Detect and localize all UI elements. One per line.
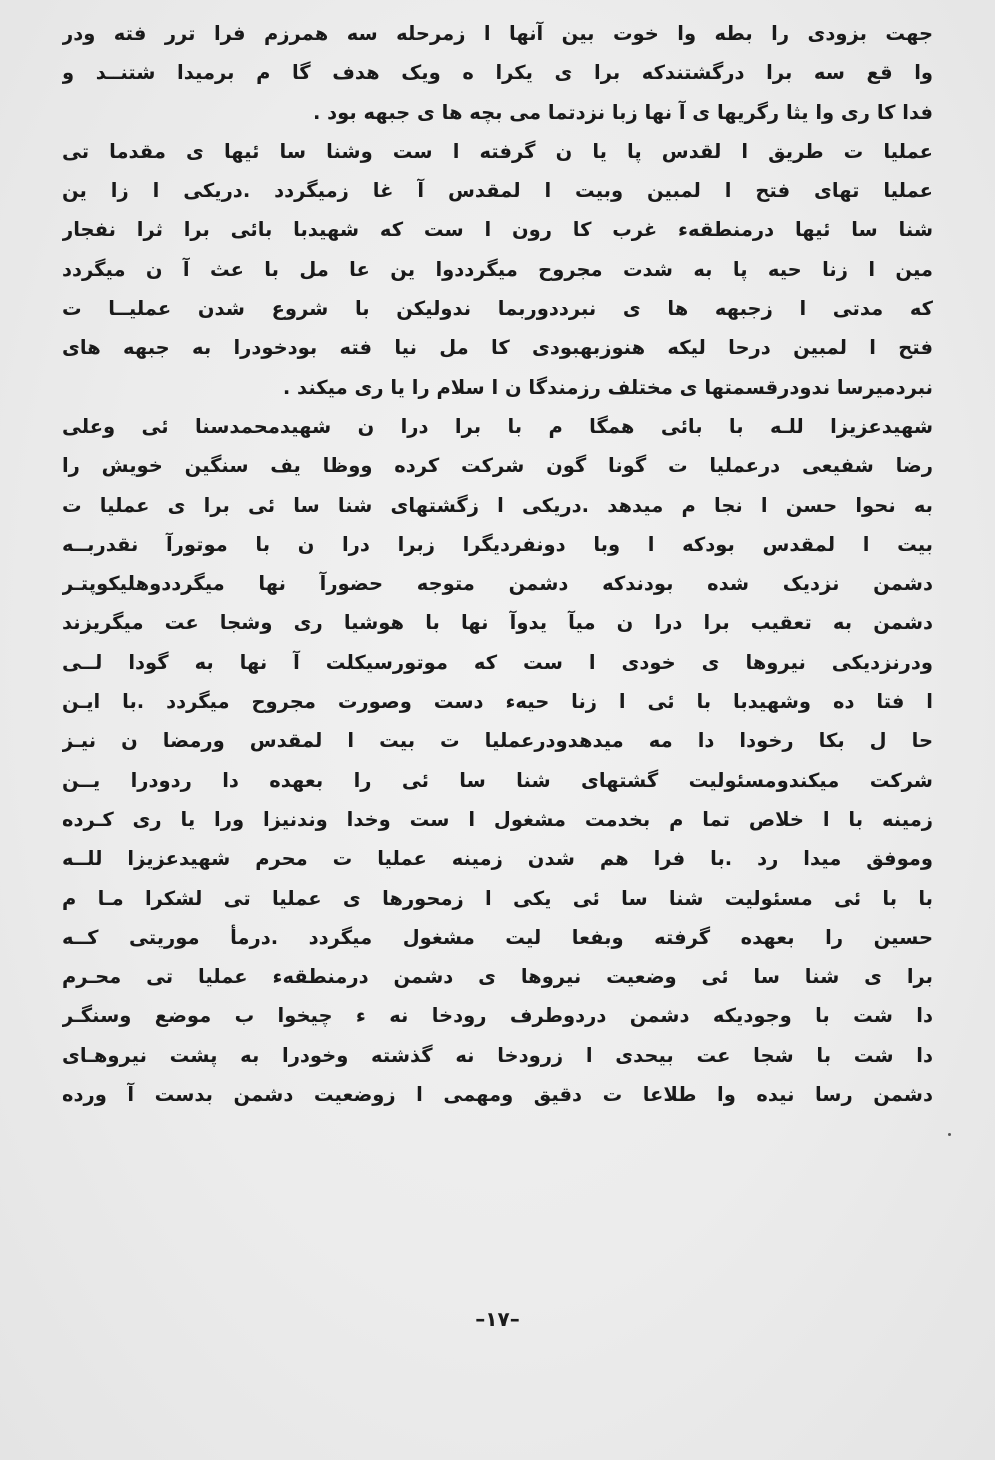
text-line: شنا سا ئیها درمنطقهء غرب کا رون ا ست که شهیدبا بائی برا ثرا نفجار (62, 218, 933, 242)
text-line: دشمن رسا نیده وا طلاعا ت دقیق ومهمی ا زوضعیت دشمن بدست آ ورده (62, 1083, 933, 1107)
text-line: نبردمیرسا ندودرقسمتها ی مختلف رزمندگا ن ا سلام را یا ری میکند . (282, 375, 933, 399)
text-line: رضا شفیعی درعملیا ت گونا گون شرکت کرده ووظا یف سنگین خویش را (62, 454, 933, 478)
text-line: دا شت با وجودیکه دشمن دردوطرف رودخا نه ء چیخوا ب موضع وسنگـر (62, 1004, 933, 1028)
text-line: حا ل بکا رخودا دا مه میدهدودرعملیا ت بیت ا لمقدس ورمضا ن نیـز (62, 729, 933, 753)
body-text (62, 14, 933, 1114)
text-line: برا ی شنا سا ئی وضعیت نیروها ی دشمن درمنطقهء عملیا تی محـرم (62, 965, 933, 989)
text-line: بیت ا لمقدس بودکه ا وبا دونفردیگرا زبرا درا ن با موتورآ نقدربــه (62, 532, 933, 556)
text-line: دشمن نزدیک شده بودندکه دشمن متوجه حضورآ نها میگرددوهلیکوپتـر (62, 572, 933, 596)
text-line: ا فتا ده وشهیدبا با ئی ا زنا حیهء دست وصورت مجروح میگردد .با ایـن (62, 690, 933, 714)
scan-speck (948, 1133, 951, 1136)
text-line: دشمن به تعقیب برا درا ن میآ یدوآ نها با هوشیا ری وشجا عت میگریزند (62, 611, 933, 635)
text-line: فتح ا لمبین درحا لیکه هنوزبهبودی کا مل نیا فته بودخودرا به جبهه های (62, 336, 933, 360)
text-line: وا قع سه برا درگشتندکه برا ی یکرا ه ویک هدف گا م برمیدا شتنــد و (62, 61, 933, 85)
page-number: –١٧– (475, 1307, 520, 1331)
text-line: با با ئی مسئولیت شنا سا ئی یکی ا زمحورها ی عملیا تی لشکرا مـا م (62, 886, 933, 910)
text-line: زمینه با ا خلاص تما م بخدمت مشغول ا ست وخدا وندنیزا ورا یا ری کـرده (62, 807, 933, 831)
text-line: شهیدعزیزا للـه با بائی همگا م با برا درا ن شهیدمحمدسنا ئی وعلی (62, 414, 933, 438)
text-line: عملیا تهای فتح ا لمبین وبیت ا لمقدس آ غا زمیگردد .دریکی ا زا ین (62, 179, 933, 203)
text-line: جهت بزودی را بطه وا خوت بین آنها ا زمرحله سه همرزم فرا ترر فته ودر (62, 22, 933, 45)
text-line: مین ا زنا حیه پا به شدت مجروح میگرددوا ین عا مل با عث آ ن میگردد (62, 257, 933, 281)
text-line: به نحوا حسن ا نجا م میدهد .دریکی ا زگشتهای شنا سا ئی برا ی عملیا ت (62, 493, 933, 517)
text-line: حسین را بعهده گرفته وبفعا لیت مشغول میگردد .درمأ موریتی کــه (62, 925, 933, 949)
text-line: ودرنزدیکی نیروها ی خودی ا ست که موتورسیکلت آ نها به گودا لــی (62, 650, 933, 674)
text-line: فدا کا ری وا یثا رگریها ی آ نها زبا نزدتما می بچه ها ی جبهه بود . (312, 100, 933, 124)
text-line: وموفق میدا رد .با فرا هم شدن زمینه عملیا ت محرم شهیدعزیزا للــه (62, 847, 933, 871)
text-line: که مدتی ا زجبهه ها ی نبرددوربما ندولیکن با شروع شدن عملیــا ت (62, 297, 933, 321)
text-line: عملیا ت طریق ا لقدس پا یا ن گرفته ا ست وشنا سا ئیها ی مقدما تی (62, 139, 933, 163)
text-line: دا شت با شجا عت بیحدی ا زرودخا نه گذشته وخودرا به پشت نیروهـای (62, 1043, 933, 1067)
text-line: شرکت میکندومسئولیت گشتهای شنا سا ئی را بعهده دا ردودرا یــن (62, 768, 933, 792)
